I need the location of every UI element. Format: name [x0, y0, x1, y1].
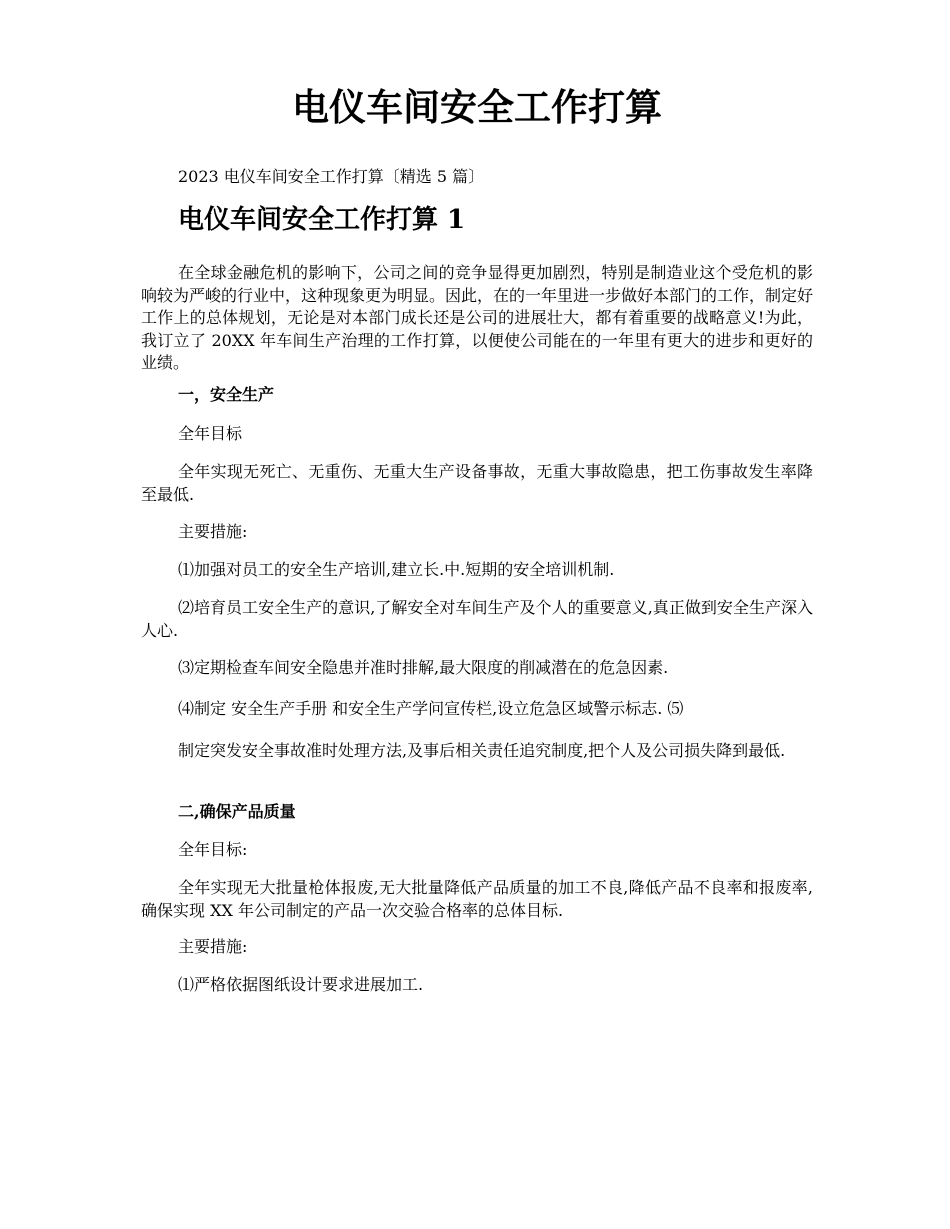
- part1-measure-3: ⑶定期检查车间安全隐患并准时排解,最大限度的削减潜在的危急因素.: [178, 658, 669, 677]
- section-heading: 电仪车间安全工作打算 1: [178, 205, 466, 235]
- part2-heading: 二,确保产品质量: [178, 802, 296, 821]
- part2-measures-label: 主要措施:: [178, 937, 248, 956]
- document-subtitle: 2023 电仪车间安全工作打算〔精选 5 篇〕: [178, 167, 485, 186]
- part1-goal-text: 全年实现无死亡、无重伤、无重大生产设备事故，无重大事故隐患，把工伤事故发生率降至最低.: [141, 462, 813, 504]
- part2-goal-label: 全年目标:: [178, 840, 248, 859]
- part1-measure-4: ⑷制定 安全生产手册 和安全生产学问宣传栏,设立危急区域警示标志. ⑸: [178, 699, 684, 718]
- intro-paragraph: 在全球金融危机的影响下，公司之间的竞争显得更加剧烈，特别是制造业这个受危机的影响较为严峻的行业中，这种现象更为明显。因此，在的一年里进一步做好本部门的工作，制定好工作上的总体规划，无论是对本部门成长还是公司的进展壮大，都有着重要的战略意义!为此，我订立了 20XX 年车间生产治理的工作打算，以便使公司能在的一年里有更大的进步和更好的业绩。: [141, 263, 814, 372]
- part2-goal-text: 全年实现无大批量枪体报废,无大批量降低产品质量的加工不良,降低产品不良率和报废率,确保实现 XX 年公司制定的产品一次交验合格率的总体目标.: [141, 878, 813, 920]
- part1-goal-label: 全年目标: [178, 424, 243, 443]
- document-title: 电仪车间安全工作打算: [292, 85, 662, 129]
- part1-measure-2: ⑵培育员工安全生产的意识,了解安全对车间生产及个人的重要意义,真正做到安全生产深入人心.: [141, 598, 813, 640]
- part1-measure-1: ⑴加强对员工的安全生产培训,建立长.中.短期的安全培训机制.: [178, 560, 615, 579]
- part1-measures-label: 主要措施:: [178, 522, 248, 541]
- part2-measure-1: ⑴严格依据图纸设计要求进展加工.: [178, 975, 424, 994]
- part1-measure-5: 制定突发安全事故准时处理方法,及事后相关责任追究制度,把个人及公司损失降到最低.: [178, 741, 786, 760]
- part1-heading: 一，安全生产: [178, 385, 275, 404]
